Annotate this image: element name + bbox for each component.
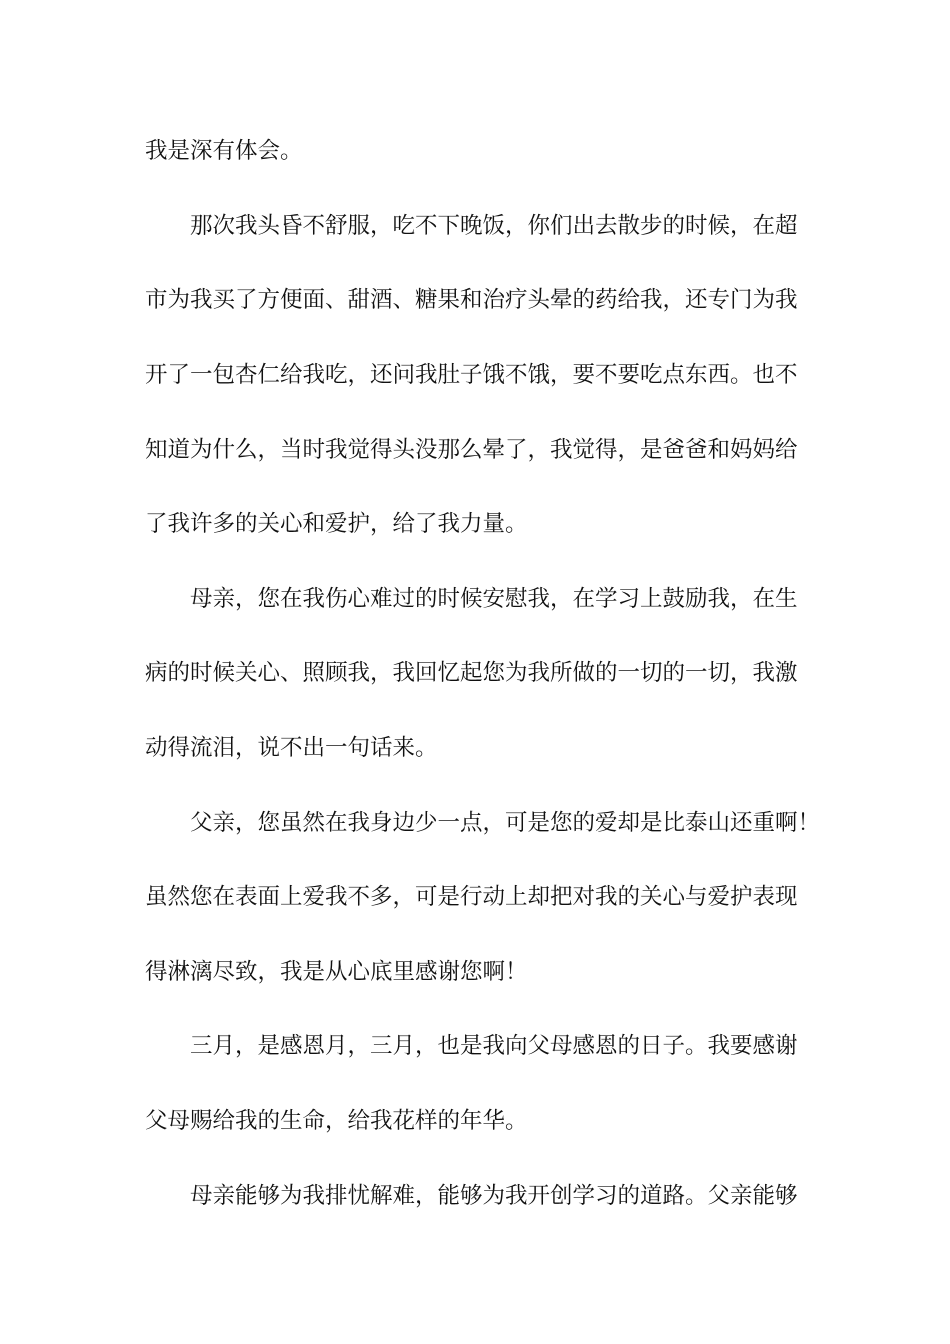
paragraph-first-line: 父亲，您虽然在我身边少一点，可是您的爱却是比泰山还重啊！ (190, 810, 821, 836)
text-line: 市为我买了方便面、甜酒、糖果和治疗头晕的药给我，还专门为我 (145, 287, 798, 313)
text-line: 开了一包杏仁给我吃，还问我肚子饿不饿，要不要吃点东西。也不 (145, 362, 798, 388)
text-line: 得淋漓尽致，我是从心底里感谢您啊！ (145, 959, 528, 985)
text-line: 了我许多的关心和爱护，给了我力量。 (145, 511, 528, 537)
text-line: 病的时候关心、照顾我，我回忆起您为我所做的一切的一切，我激 (145, 660, 798, 686)
text-line: 虽然您在表面上爱我不多，可是行动上却把对我的关心与爱护表现 (145, 884, 798, 910)
paragraph-first-line: 母亲，您在我伤心难过的时候安慰我，在学习上鼓励我，在生 (190, 586, 798, 612)
text-line: 知道为什么，当时我觉得头没那么晕了，我觉得，是爸爸和妈妈给 (145, 437, 798, 463)
text-line: 父母赐给我的生命，给我花样的年华。 (145, 1108, 528, 1134)
paragraph-first-line: 三月，是感恩月，三月，也是我向父母感恩的日子。我要感谢 (190, 1033, 798, 1059)
text-line: 我是深有体会。 (145, 138, 303, 164)
text-line: 动得流泪，说不出一句话来。 (145, 735, 438, 761)
paragraph-first-line: 那次我头昏不舒服，吃不下晚饭，你们出去散步的时候，在超 (190, 213, 798, 239)
paragraph-first-line: 母亲能够为我排忧解难，能够为我开创学习的道路。父亲能够 (190, 1183, 798, 1209)
